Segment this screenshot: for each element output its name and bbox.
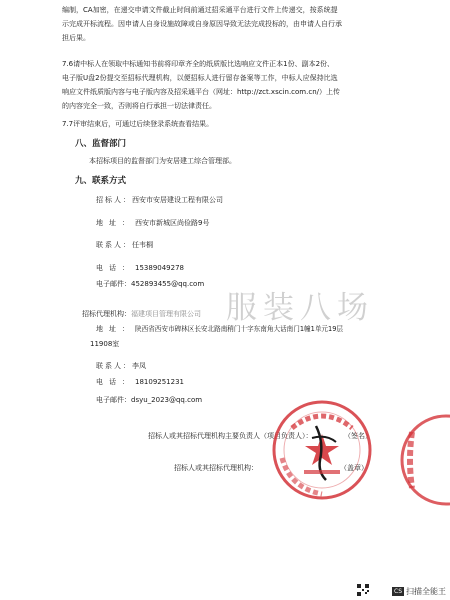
agency-address-value: 陕西省西安市碑林区长安北路南稍门十字东南角大话南门1幢1单元19层 (135, 325, 343, 333)
partial-seal-icon (398, 412, 450, 508)
agency-address-line-2: 11908室 (90, 340, 120, 348)
scanner-logo-icon: CS (394, 588, 402, 595)
signature-line-1-label: 招标人或其招标代理机构主要负责人（项目负责人）： (148, 432, 313, 440)
section-heading-contact: 九、联系方式 (75, 176, 127, 186)
para-line-2: 示完成开标流程。因申请人自身设施故障或自身原因导致无法完成投标的，由申请人自行承 (62, 20, 342, 28)
agency-email-label: 电子邮件： (96, 396, 131, 404)
agency-phone-row (96, 378, 184, 387)
phone-row (96, 264, 184, 273)
agency-row (82, 310, 201, 319)
contact-row (96, 241, 153, 250)
scanner-text: 扫描全能王 (406, 587, 446, 596)
phone-label: 电话： (96, 264, 135, 272)
para-line-4: 7.6请中标人在领取中标通知书前将印章齐全的纸质版比选响应文件正本1份、副本2份、 (62, 60, 335, 68)
qr-code-icon (357, 584, 369, 596)
supervision-text: 本招标项目的监督部门为安居建工综合管理部。 (89, 157, 236, 165)
agency-label: 招标代理机构： (82, 310, 131, 318)
contact-value: 任韦桐 (132, 241, 153, 249)
contact-label: 联系人： (96, 241, 132, 249)
agency-contact-row (96, 362, 146, 371)
address-value: 西安市新城区尚俭路9号 (135, 219, 210, 227)
agency-phone-value: 18109251231 (135, 378, 184, 386)
agency-address-label: 地址： (96, 325, 135, 333)
para-line-1: 编制，CA加密，在递交申请文件截止时间前通过招采通平台进行文件上传递交，按系统提 (62, 6, 338, 14)
company-seal-icon (270, 398, 374, 502)
phone-value: 15389049278 (135, 264, 184, 272)
para-line-7: 的内容完全一致，否则将自行承担一切法律责任。 (62, 102, 216, 110)
tenderer-value: 西安市安居建设工程有限公司 (132, 196, 223, 204)
email-row (96, 280, 204, 289)
watermark: 服装八场 (226, 290, 374, 326)
signature-line-2-end: （盖章） (340, 464, 368, 472)
address-label: 地址： (96, 219, 135, 227)
email-label: 电子邮件： (96, 280, 131, 288)
tenderer-label: 招标人： (96, 196, 132, 204)
address-row (96, 219, 209, 228)
agency-value: 福建项目管理有限公司 (131, 310, 201, 318)
section-heading-supervision: 八、监督部门 (75, 139, 127, 149)
agency-contact-value: 李凤 (132, 362, 146, 370)
agency-email-row (96, 396, 202, 405)
email-value: 452893455@qq.com (131, 280, 205, 288)
para-line-6: 响应文件纸质版内容与电子版内容及招采通平台（网址：http://zct.xscin.com.cn/）上传 (62, 88, 340, 96)
agency-contact-label: 联系人： (96, 362, 132, 370)
signature-line-1-end: （签名） (344, 432, 372, 440)
para-line-3: 担后果。 (62, 34, 90, 42)
tenderer-row (96, 196, 223, 205)
signature-line-2: 招标人或其招标代理机构： (174, 464, 258, 472)
scanner-badge (392, 586, 446, 597)
agency-email-value: dsyu_2023@qq.com (131, 396, 203, 404)
agency-phone-label: 电话： (96, 378, 135, 386)
para-line-8: 7.7评审结束后，可通过后续登录系统查看结果。 (62, 120, 214, 128)
para-line-5: 电子版U盘2份提交至招标代理机构，以便招标人进行留存备案等工作，中标人应保持比选 (62, 74, 338, 82)
